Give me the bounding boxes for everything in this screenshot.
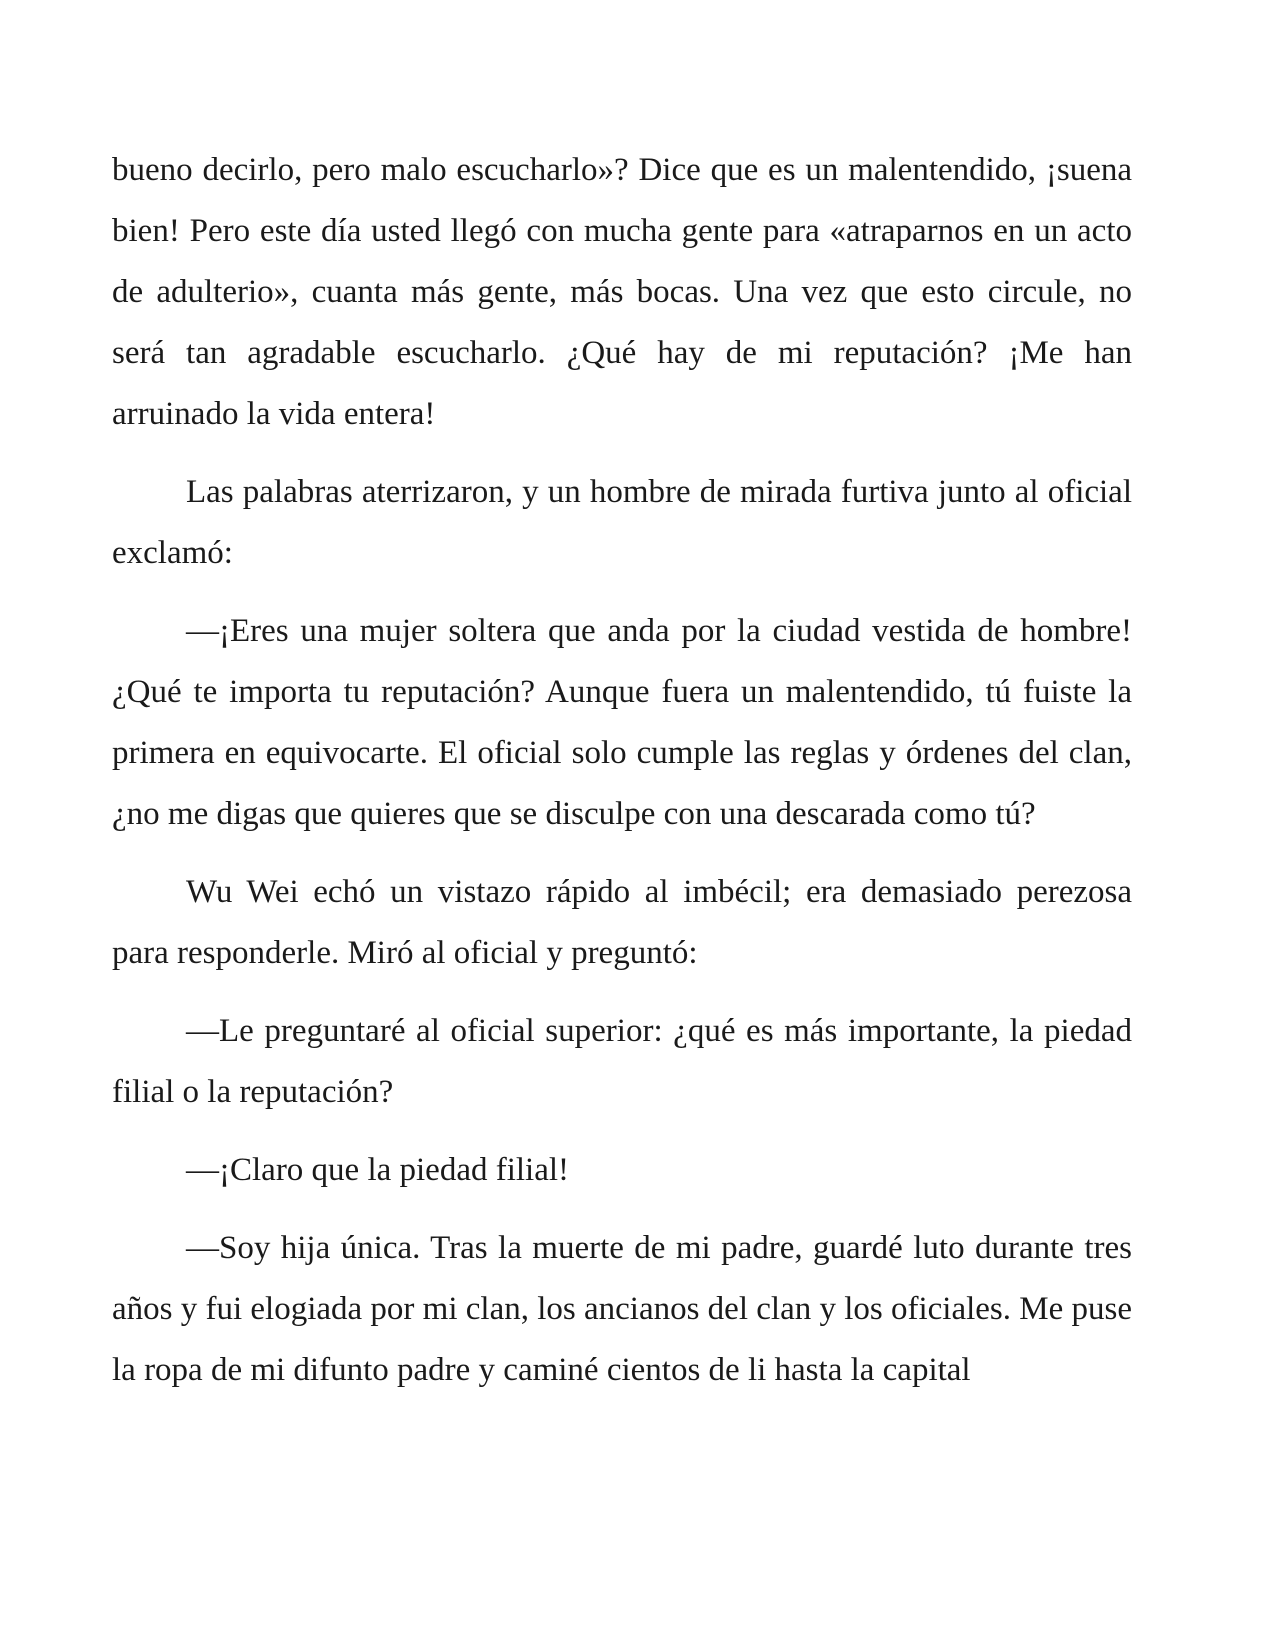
document-page — [112, 140, 1132, 1418]
paragraph-6: —¡Claro que la piedad filial! — [186, 1152, 570, 1188]
paragraph-2: Las palabras aterrizaron, y un hombre de mirada furtiva junto al oficial exclamó: — [112, 474, 1132, 571]
paragraph-5: —Le preguntaré al oficial superior: ¿qué es más importante, la piedad filial o la reputación? — [112, 1013, 1132, 1110]
paragraph-4: Wu Wei echó un vistazo rápido al imbécil; era demasiado perezosa para responderle. Miró al oficial y preguntó: — [112, 874, 1132, 971]
paragraph-1: bueno decirlo, pero malo escucharlo»? Dice que es un malentendido, ¡suena bien! Pero este día usted llegó con mucha gente para «atraparnos en un acto de adulterio», cuanta más gente, más bocas. Una vez que esto circule, no será tan agradable escucharlo. ¿Qué hay de mi reputación? ¡Me han arruinado la vida entera! — [112, 152, 1132, 432]
paragraph-3: —¡Eres una mujer soltera que anda por la ciudad vestida de hombre! ¿Qué te importa tu reputación? Aunque fuera un malentendido, tú fuiste la primera en equivocarte. El oficial solo cumple las reglas y órdenes del clan, ¿no me digas que quieres que se disculpe con una descarada como tú? — [112, 613, 1132, 832]
paragraph-7: —Soy hija única. Tras la muerte de mi padre, guardé luto durante tres años y fui elogiada por mi clan, los ancianos del clan y los oficiales. Me puse la ropa de mi difunto padre y caminé cientos de li hasta la capital — [112, 1230, 1132, 1388]
